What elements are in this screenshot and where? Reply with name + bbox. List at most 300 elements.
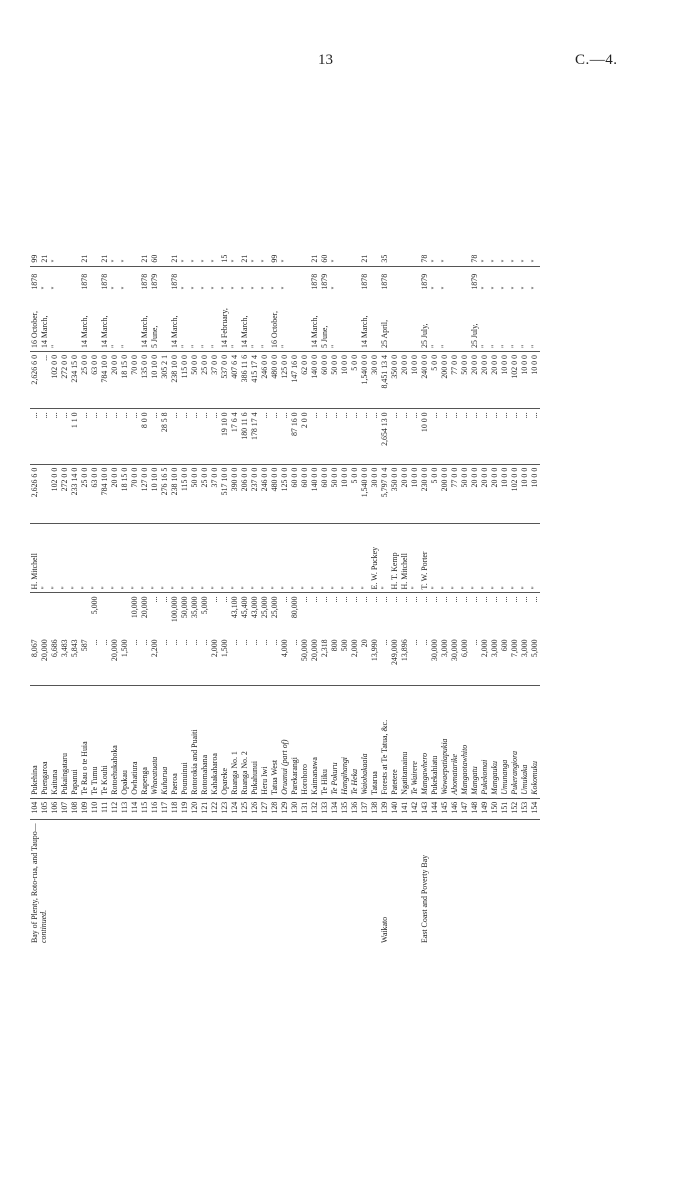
cell-block: Te Kouhi <box>100 685 110 798</box>
cell-total: 18 15 0 <box>120 464 130 523</box>
cell-purchased: 2,000 <box>350 636 360 685</box>
cell-balance: 60 0 0 <box>320 351 330 408</box>
cell-officer: H. Mitchell <box>400 523 410 593</box>
cell-total: 20 0 0 <box>400 464 410 523</box>
cell-balance: 200 0 0 <box>440 351 450 408</box>
cell-balance: 70 0 0 <box>130 351 140 408</box>
cell-total: 272 0 0 <box>60 464 70 523</box>
cell-no: 144 <box>430 798 440 820</box>
cell-year <box>460 266 470 293</box>
cell-negotiation: ... <box>440 596 449 603</box>
cell-negotiation: 25,000 <box>260 596 269 619</box>
cell-block: Umukaka <box>520 685 530 798</box>
cell-negotiation: ... <box>390 596 399 603</box>
cell-no: 153 <box>520 798 530 820</box>
cell-balance: 784 10 0 <box>100 351 110 408</box>
cell-purchased: ... <box>160 636 170 685</box>
cell-purchased: ... <box>130 636 140 685</box>
cell-date: " <box>330 293 340 352</box>
cell-no: 142 <box>410 798 420 820</box>
cell-block: Puengaroa <box>40 685 50 798</box>
cell-balance: 537 0 0 <box>220 351 230 408</box>
cell-officer: " <box>290 523 300 593</box>
cell-block: Kokomuku <box>530 685 540 798</box>
cell-year: " <box>430 286 439 290</box>
cell-officer: " <box>530 523 540 593</box>
cell-total: 63 0 0 <box>90 464 100 523</box>
cell-block: Patetere <box>390 685 400 798</box>
cell-purchased: 800 <box>330 636 340 685</box>
cell-year: 1879 <box>320 273 329 290</box>
cell-negotiation: ... <box>360 596 369 603</box>
cell-total: 127 0 0 <box>140 464 150 523</box>
cell-gazette <box>450 246 460 266</box>
cell-total: 784 10 0 <box>100 464 110 523</box>
cell-officer: " <box>410 523 420 593</box>
cell-date <box>410 293 420 352</box>
cell-gazette: " <box>260 246 270 266</box>
cell-date: 5 June, <box>150 293 160 352</box>
cell-year <box>130 266 140 293</box>
cell-gazette: 21 <box>360 246 370 266</box>
cell-date: 14 March, <box>80 293 90 352</box>
cell-gazette <box>390 246 400 266</box>
page-number: 13 <box>318 52 333 68</box>
cell-date: " <box>120 293 130 352</box>
cell-gazette <box>130 246 140 266</box>
cell-negotiation <box>50 593 60 636</box>
cell-purchased: ... <box>240 636 250 685</box>
cell-block: Ngatitamainu <box>400 685 410 798</box>
table-row <box>380 246 390 946</box>
cell-officer: " <box>460 523 470 593</box>
cell-total: 37 0 0 <box>210 464 220 523</box>
cell-no: 122 <box>210 798 220 820</box>
cell-total: 10 0 0 <box>530 464 540 523</box>
cell-block: Pukahunui <box>250 685 260 798</box>
cell-purchased: 6,000 <box>460 636 470 685</box>
cell-year: " <box>50 286 59 290</box>
cell-no: 109 <box>80 798 90 820</box>
cell-date: 25 July, <box>470 293 480 352</box>
cell-total: 5,797 0 4 <box>380 464 390 523</box>
cell-no: 108 <box>70 798 80 820</box>
cell-balance: 1,540 0 0 <box>360 351 370 408</box>
cell-block: Tatarua <box>370 685 380 798</box>
cell-gazette: " <box>480 246 490 266</box>
cell-gazette: " <box>500 246 510 266</box>
cell-officer: T. W. Porter <box>420 523 430 593</box>
cell-officer: " <box>50 523 60 593</box>
cell-paid: ... <box>330 409 340 464</box>
cell-purchased: 2,318 <box>320 636 330 685</box>
cell-no: 131 <box>300 798 310 820</box>
cell-officer: " <box>80 523 90 593</box>
cell-paid: ... <box>180 409 190 464</box>
cell-date: 16 October, <box>270 293 280 352</box>
cell-total: 60 0 0 <box>300 464 310 523</box>
cell-no: 115 <box>140 798 150 820</box>
cell-year <box>340 266 350 293</box>
cell-balance: 125 0 0 <box>280 351 290 408</box>
cell-balance: 2,626 6 0 <box>30 351 40 408</box>
cell-officer: " <box>240 523 250 593</box>
cell-no: 154 <box>530 798 540 820</box>
cell-date: " <box>250 293 260 352</box>
cell-negotiation: ... <box>350 596 359 603</box>
cell-paid: ... <box>130 409 140 464</box>
cell-paid: ... <box>520 409 530 464</box>
cell-year: " <box>270 286 279 290</box>
cell-gazette <box>90 246 100 266</box>
cell-officer: " <box>150 523 160 593</box>
cell-balance: 407 6 4 <box>230 351 240 408</box>
cell-purchased: 30,000 <box>430 636 440 685</box>
cell-paid: ... <box>350 409 360 464</box>
cell-purchased: 30,000 <box>450 636 460 685</box>
cell-officer: H. T. Kemp <box>390 523 400 593</box>
cell-gazette <box>160 246 170 266</box>
cell-balance: 415 17 4 <box>250 351 260 408</box>
cell-balance: 5 0 0 <box>350 351 360 408</box>
cell-officer: " <box>60 523 70 593</box>
cell-purchased: ... <box>420 636 430 685</box>
cell-block: Te Rau o te Huia <box>80 685 90 798</box>
cell-date <box>70 293 80 352</box>
cell-block: Kaituna <box>50 685 60 798</box>
cell-paid: 19 10 0 <box>220 409 230 464</box>
cell-balance: 386 11 6 <box>240 351 250 408</box>
cell-paid: ... <box>500 409 510 464</box>
cell-block: Pukehina <box>30 685 40 798</box>
cell-total: 20 0 0 <box>470 464 480 523</box>
cell-date: " <box>110 293 120 352</box>
cell-purchased: 13,896 <box>400 636 410 685</box>
cell-total: 5 0 0 <box>350 464 360 523</box>
cell-date: " <box>50 293 60 352</box>
cell-gazette: " <box>490 246 500 266</box>
cell-year <box>70 266 80 293</box>
cell-gazette: 35 <box>380 246 390 266</box>
cell-gazette: 21 <box>240 246 250 266</box>
cell-purchased: 249,000 <box>390 636 400 685</box>
cell-negotiation: ... <box>450 596 459 603</box>
cell-date: " <box>430 293 440 352</box>
cell-year: 1878 <box>140 273 149 290</box>
cell-year: " <box>190 286 199 290</box>
cell-negotiation: ... <box>410 596 419 603</box>
cell-paid: ... <box>440 409 450 464</box>
cell-gazette: 60 <box>150 246 160 266</box>
cell-total: 50 0 0 <box>330 464 340 523</box>
region-cell <box>30 820 380 946</box>
cell-total: 200 0 0 <box>440 464 450 523</box>
cell-block: Papanui <box>70 685 80 798</box>
cell-total: 20 0 0 <box>480 464 490 523</box>
cell-balance: 480 0 0 <box>270 351 280 408</box>
region-cell <box>380 820 420 946</box>
cell-block: Oruanui (part of) <box>280 685 290 798</box>
cell-date <box>370 293 380 352</box>
cell-officer: " <box>490 523 500 593</box>
cell-no: 105 <box>40 798 50 820</box>
cell-total: 350 0 0 <box>390 464 400 523</box>
cell-block: Te Tumu <box>90 685 100 798</box>
cell-gazette: " <box>180 246 190 266</box>
cell-purchased: ... <box>140 636 150 685</box>
cell-purchased: 3,000 <box>490 636 500 685</box>
cell-officer: " <box>40 523 50 593</box>
cell-negotiation: ... <box>300 596 309 603</box>
cell-gazette: 21 <box>170 246 180 266</box>
cell-negotiation: 25,000 <box>270 596 279 619</box>
cell-officer: " <box>170 523 180 593</box>
cell-officer: " <box>280 523 290 593</box>
cell-paid: ... <box>270 409 280 464</box>
cell-paid: ... <box>430 409 440 464</box>
cell-year: 1878 <box>80 273 89 290</box>
cell-balance: 62 0 0 <box>300 351 310 408</box>
cell-total <box>40 464 50 523</box>
cell-officer: " <box>200 523 210 593</box>
cell-negotiation: ... <box>330 596 339 603</box>
cell-block: Opakau <box>120 685 130 798</box>
cell-paid: ... <box>460 409 470 464</box>
region-cell <box>420 820 540 946</box>
cell-total: 10 10 0 <box>150 464 160 523</box>
cell-block: Forests at Te Tatua, &c. <box>380 685 390 798</box>
cell-paid: ... <box>390 409 400 464</box>
cell-year: " <box>520 286 529 290</box>
cell-gazette: 99 <box>270 246 280 266</box>
cell-gazette: " <box>110 246 120 266</box>
cell-negotiation: 43,000 <box>250 596 259 619</box>
cell-no: 138 <box>370 798 380 820</box>
cell-paid: ... <box>110 409 120 464</box>
cell-year: " <box>250 286 259 290</box>
cell-officer: " <box>350 523 360 593</box>
cell-purchased: 6,686 <box>50 636 60 685</box>
cell-year: " <box>40 286 49 290</box>
cell-officer: " <box>260 523 270 593</box>
cell-purchased: 3,483 <box>60 636 70 685</box>
cell-negotiation: ... <box>320 596 329 603</box>
cell-paid: ... <box>170 409 180 464</box>
cell-purchased: 3,000 <box>520 636 530 685</box>
cell-balance: ... <box>40 351 50 408</box>
cell-total: 50 0 0 <box>460 464 470 523</box>
cell-date: " <box>190 293 200 352</box>
cell-officer: " <box>70 523 80 593</box>
cell-balance: 63 0 0 <box>90 351 100 408</box>
cell-gazette: " <box>430 246 440 266</box>
cell-date: 14 March, <box>170 293 180 352</box>
cell-no: 125 <box>240 798 250 820</box>
cell-year <box>300 266 310 293</box>
cell-officer: " <box>210 523 220 593</box>
cell-total: 77 0 0 <box>450 464 460 523</box>
cell-total: 233 14 0 <box>70 464 80 523</box>
cell-block: Opareke <box>220 685 230 798</box>
cell-date: " <box>260 293 270 352</box>
cell-no: 148 <box>470 798 480 820</box>
cell-year: " <box>110 286 119 290</box>
cell-block: Mangawhero <box>420 685 430 798</box>
cell-purchased: 5,843 <box>70 636 80 685</box>
cell-paid: ... <box>320 409 330 464</box>
cell-negotiation <box>110 593 120 636</box>
cell-negotiation: ... <box>160 596 169 603</box>
cell-paid: ... <box>470 409 480 464</box>
cell-gazette <box>60 246 70 266</box>
cell-total: 102 0 0 <box>50 464 60 523</box>
cell-negotiation <box>120 593 130 636</box>
cell-negotiation: ... <box>310 596 319 603</box>
cell-purchased: ... <box>290 636 300 685</box>
cell-gazette: 78 <box>420 246 430 266</box>
table-body <box>30 246 540 946</box>
cell-no: 124 <box>230 798 240 820</box>
cell-block: Te Heka <box>350 685 360 798</box>
cell-paid: ... <box>30 409 40 464</box>
cell-block: Pounuinui <box>180 685 190 798</box>
cell-paid: ... <box>90 409 100 464</box>
cell-total: 390 0 0 <box>230 464 240 523</box>
cell-officer: " <box>270 523 280 593</box>
cell-negotiation: 100,000 <box>170 596 179 623</box>
cell-total: 238 10 0 <box>170 464 180 523</box>
cell-officer: " <box>180 523 190 593</box>
cell-gazette: 21 <box>80 246 90 266</box>
cell-negotiation: ... <box>370 596 379 603</box>
cell-gazette <box>340 246 350 266</box>
cell-total: 517 10 0 <box>220 464 230 523</box>
cell-paid: ... <box>60 409 70 464</box>
cell-gazette: " <box>530 246 540 266</box>
cell-block: Te Pokuru <box>330 685 340 798</box>
cell-officer: " <box>190 523 200 593</box>
cell-paid: ... <box>40 409 50 464</box>
cell-balance: 305 2 1 <box>160 351 170 408</box>
cell-officer: " <box>90 523 100 593</box>
cell-date: " <box>200 293 210 352</box>
cell-date <box>390 293 400 352</box>
cell-no: 140 <box>390 798 400 820</box>
cell-gazette <box>410 246 420 266</box>
cell-officer: " <box>220 523 230 593</box>
cell-gazette: 21 <box>310 246 320 266</box>
cell-total: 10 0 0 <box>340 464 350 523</box>
cell-negotiation: ... <box>420 596 429 603</box>
cell-total: 102 0 0 <box>510 464 520 523</box>
cell-negotiation: ... <box>460 596 469 603</box>
cell-no: 121 <box>200 798 210 820</box>
cell-gazette <box>300 246 310 266</box>
region-label: East Coast and Poverty Bay <box>420 854 429 943</box>
cell-gazette: " <box>440 246 450 266</box>
cell-no: 143 <box>420 798 430 820</box>
cell-purchased: 2,000 <box>480 636 490 685</box>
cell-negotiation: ... <box>340 596 349 603</box>
cell-balance: 25 0 0 <box>200 351 210 408</box>
cell-paid: ... <box>410 409 420 464</box>
cell-no: 136 <box>350 798 360 820</box>
cell-officer: " <box>380 523 390 593</box>
cell-total: 60 0 0 <box>320 464 330 523</box>
cell-year: " <box>200 286 209 290</box>
cell-negotiation: ... <box>400 596 409 603</box>
land-purchase-table <box>30 246 540 946</box>
cell-no: 120 <box>190 798 200 820</box>
cell-gazette: " <box>330 246 340 266</box>
cell-balance: 135 0 0 <box>140 351 150 408</box>
cell-year <box>400 266 410 293</box>
cell-balance: 77 0 0 <box>450 351 460 408</box>
cell-negotiation: 50,000 <box>180 596 189 619</box>
cell-no: 107 <box>60 798 70 820</box>
cell-negotiation: 80,000 <box>290 596 299 619</box>
cell-total: 2,626 6 0 <box>30 464 40 523</box>
cell-balance: 20 0 0 <box>490 351 500 408</box>
cell-balance: 234 15 0 <box>70 351 80 408</box>
cell-negotiation: ... <box>530 596 539 603</box>
cell-year: " <box>500 286 509 290</box>
cell-year: " <box>510 286 519 290</box>
cell-date: " <box>180 293 190 352</box>
document-reference: C.—4. <box>575 52 618 68</box>
cell-year: " <box>180 286 189 290</box>
cell-gazette: " <box>510 246 520 266</box>
cell-officer: " <box>480 523 490 593</box>
cell-gazette: " <box>280 246 290 266</box>
cell-purchased: 13,990 <box>370 636 380 685</box>
cell-officer: " <box>340 523 350 593</box>
cell-date <box>130 293 140 352</box>
cell-date <box>450 293 460 352</box>
cell-gazette <box>370 246 380 266</box>
cell-block: Pukerangiora <box>510 685 520 798</box>
cell-total: 115 0 0 <box>180 464 190 523</box>
cell-year: 1878 <box>310 273 319 290</box>
cell-date: 14 March, <box>240 293 250 352</box>
cell-year: " <box>330 286 339 290</box>
cell-year <box>60 266 70 293</box>
cell-purchased: 20,000 <box>310 636 320 685</box>
cell-balance: 50 0 0 <box>190 351 200 408</box>
cell-negotiation <box>40 593 50 636</box>
cell-no: 114 <box>130 798 140 820</box>
cell-purchased: ... <box>100 636 110 685</box>
cell-year <box>450 266 460 293</box>
cell-year <box>90 266 100 293</box>
cell-balance: 25 0 0 <box>80 351 90 408</box>
cell-block: Horohoro <box>300 685 310 798</box>
cell-gazette: 78 <box>470 246 480 266</box>
cell-no: 137 <box>360 798 370 820</box>
cell-year <box>160 266 170 293</box>
cell-gazette: 21 <box>40 246 50 266</box>
cell-no: 127 <box>260 798 270 820</box>
cell-paid: 178 17 4 <box>250 409 260 464</box>
cell-total: 20 0 0 <box>490 464 500 523</box>
cell-block: Umunanga <box>500 685 510 798</box>
cell-date <box>340 293 350 352</box>
cell-gazette: " <box>200 246 210 266</box>
cell-purchased: 600 <box>500 636 510 685</box>
cell-date <box>290 293 300 352</box>
cell-block: Wawaepatiapukia <box>440 685 450 798</box>
cell-total: 30 0 0 <box>370 464 380 523</box>
